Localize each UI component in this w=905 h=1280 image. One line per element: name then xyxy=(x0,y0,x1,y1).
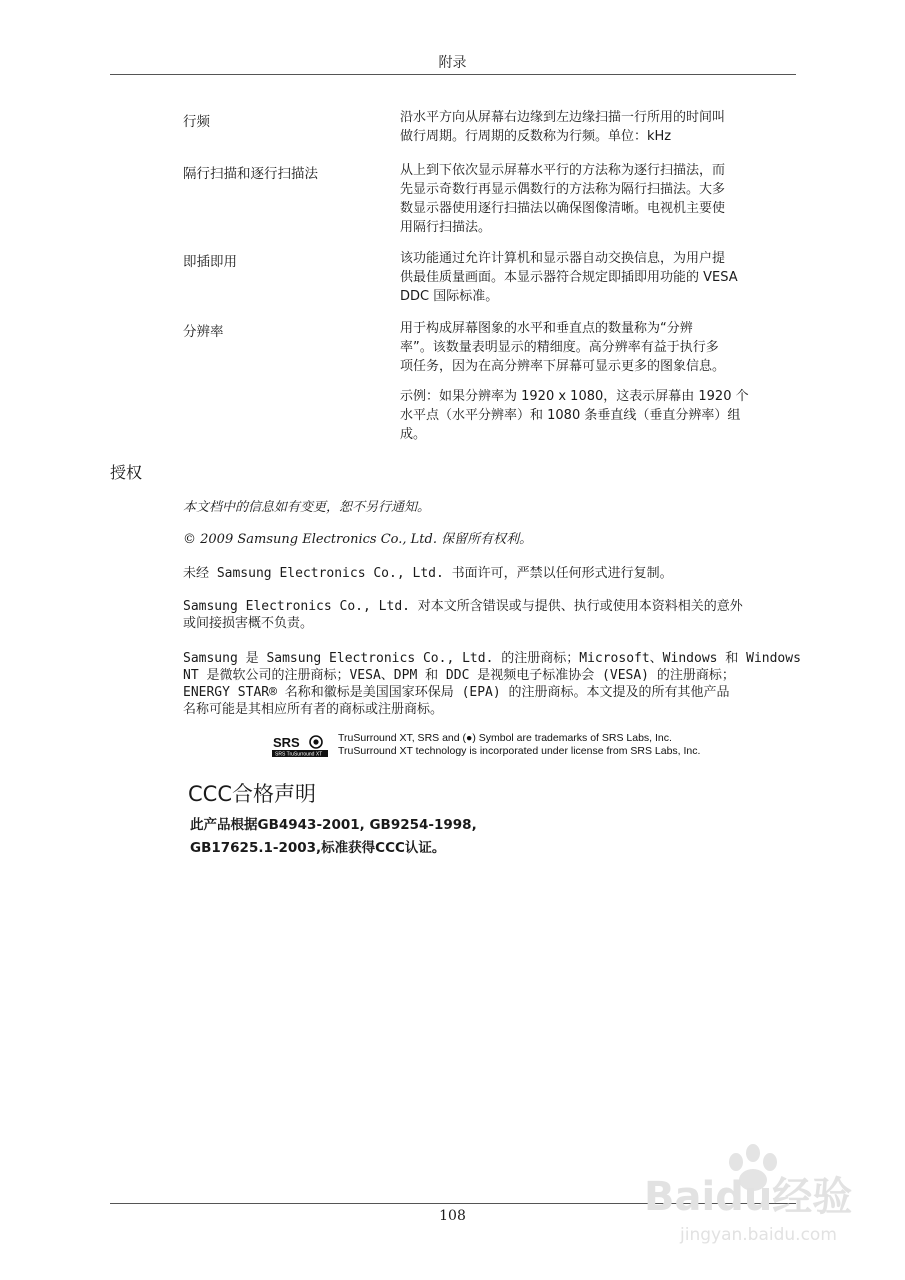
reproduction-notice: 未经 Samsung Electronics Co., Ltd. 书面许可，严禁以任何形式进行复制。 xyxy=(183,566,673,581)
glossary-term: 分辨率 xyxy=(183,324,224,340)
definition-line: 该功能通过允许计算机和显示器自动交换信息，为用户提 xyxy=(400,251,726,266)
definition-line: 水平点（水平分辨率）和 1080 条垂直线（垂直分辨率）组 xyxy=(400,408,741,423)
watermark-brand: Baidu经验 xyxy=(644,1174,853,1220)
definition-line: 数显示器使用逐行扫描法以确保图像清晰。电视机主要使 xyxy=(400,201,726,216)
glossary-definition xyxy=(400,249,800,306)
definition-line: DDC 国际标准。 xyxy=(400,289,499,304)
definition-line: 项任务，因为在高分辨率下屏幕可显示更多的图象信息。 xyxy=(400,359,726,374)
glossary-term: 隔行扫描和逐行扫描法 xyxy=(183,166,318,182)
ccc-title: CCC合格声明 xyxy=(188,782,316,806)
liability-paragraph xyxy=(183,598,801,632)
section-heading-license: 授权 xyxy=(110,463,143,482)
definition-line: 做行周期。行周期的反数称为行频。单位：kHz xyxy=(400,129,672,144)
definition-line: 沿水平方向从屏幕右边缘到左边缘扫描一行所用的时间叫 xyxy=(400,110,726,125)
header-rule xyxy=(110,74,796,75)
paragraph-line: ENERGY STAR® 名称和徽标是美国国家环保局 (EPA) 的注册商标。本文提及的所有其他产品 xyxy=(183,685,730,700)
ccc-line: GB17625.1-2003,标准获得CCC认证。 xyxy=(190,840,446,856)
definition-line: 示例：如果分辨率为 1920 x 1080，这表示屏幕由 1920 个 xyxy=(400,389,749,404)
srs-line: TruSurround XT technology is incorporated under license from SRS Labs, Inc. xyxy=(338,745,701,757)
glossary-definition xyxy=(400,319,800,376)
definition-line: 供最佳质量画面。本显示器符合规定即插即用功能的 VESA xyxy=(400,270,738,285)
definition-line: 用隔行扫描法。 xyxy=(400,220,492,235)
definition-line: 成。 xyxy=(400,427,427,442)
glossary-example xyxy=(400,387,800,444)
glossary-definition xyxy=(400,108,800,146)
glossary-term: 即插即用 xyxy=(183,254,237,270)
glossary-definition xyxy=(400,161,800,237)
paragraph-line: 或间接损害概不负责。 xyxy=(183,616,314,631)
srs-line: TruSurround XT, SRS and (●) Symbol are trademarks of SRS Labs, Inc. xyxy=(338,732,672,744)
change-notice: 本文档中的信息如有变更，恕不另行通知。 xyxy=(183,500,431,515)
baidu-watermark xyxy=(640,1140,890,1250)
page-header-title: 附录 xyxy=(438,55,467,71)
paragraph-line: Samsung 是 Samsung Electronics Co., Ltd. 的注册商标；Microsoft、Windows 和 Windows xyxy=(183,651,801,666)
srs-logo-icon xyxy=(272,734,328,758)
svg-text:SRS TruSurround XT: SRS TruSurround XT xyxy=(275,751,323,758)
watermark-url: jingyan.baidu.com xyxy=(680,1225,837,1245)
srs-trademark-text xyxy=(338,732,700,758)
page-number: 108 xyxy=(439,1208,466,1224)
definition-line: 从上到下依次显示屏幕水平行的方法称为逐行扫描法，而 xyxy=(400,163,726,178)
ccc-line: 此产品根据GB4943-2001, GB9254-1998, xyxy=(190,817,477,833)
definition-line: 率”。该数量表明显示的精细度。高分辨率有益于执行多 xyxy=(400,340,719,355)
paragraph-line: Samsung Electronics Co., Ltd. 对本文所含错误或与提供、执行或使用本资料相关的意外 xyxy=(183,599,743,614)
paragraph-line: NT 是微软公司的注册商标；VESA、DPM 和 DDC 是视频电子标准协会 (VESA) 的注册商标； xyxy=(183,668,735,683)
trademark-paragraph xyxy=(183,650,801,718)
definition-line: 先显示奇数行再显示偶数行的方法称为隔行扫描法。大多 xyxy=(400,182,726,197)
glossary-term: 行频 xyxy=(183,114,210,130)
srs-trademark-block xyxy=(272,732,752,760)
ccc-statement xyxy=(190,814,477,860)
paragraph-line: 名称可能是其相应所有者的商标或注册商标。 xyxy=(183,702,444,717)
copyright-line: © 2009 Samsung Electronics Co., Ltd. 保留所有权利。 xyxy=(183,532,533,547)
definition-line: 用于构成屏幕图象的水平和垂直点的数量称为“分辨 xyxy=(400,321,693,336)
svg-text:SRS: SRS xyxy=(273,735,300,750)
